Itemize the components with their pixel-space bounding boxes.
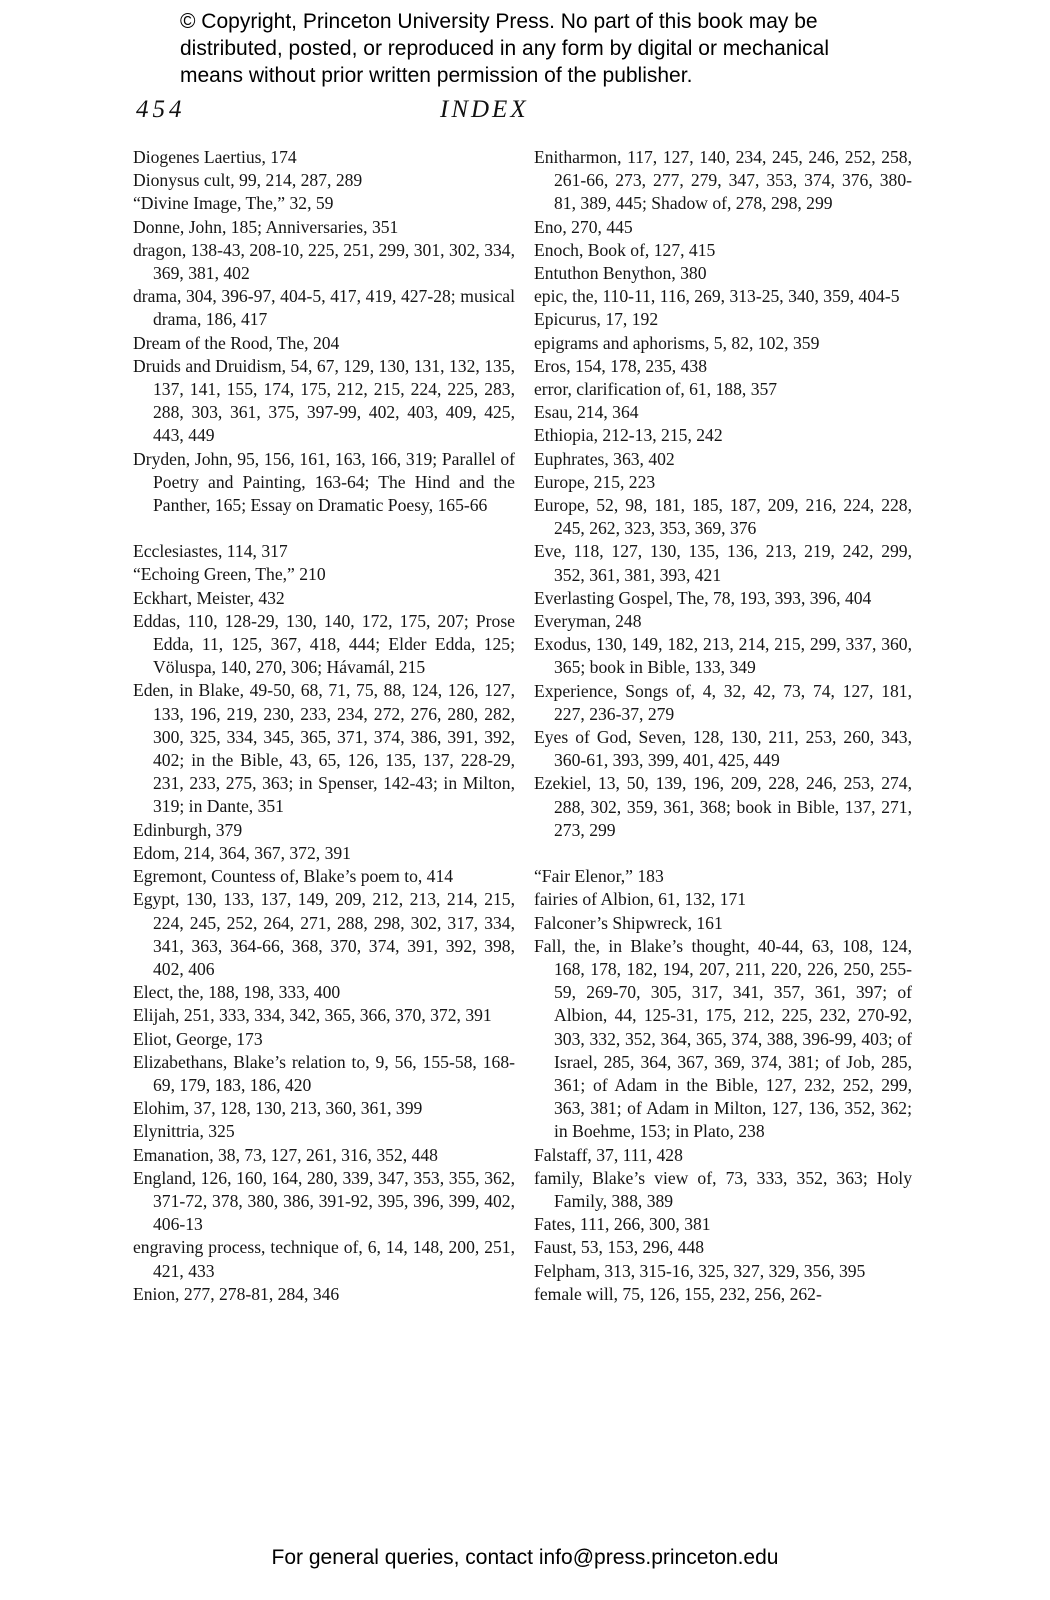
index-entry: Epicurus, 17, 192	[534, 309, 659, 330]
index-entry: Dionysus cult, 99, 214, 287, 289	[133, 170, 363, 191]
index-entry: epigrams and aphorisms, 5, 82, 102, 359	[534, 332, 820, 353]
index-entry: Europe, 52, 98, 181, 185, 187, 209, 216, 224, 228, 245, 262, 323, 353, 369, 376	[534, 495, 912, 539]
index-entry: Eckhart, Meister, 432	[133, 587, 285, 608]
index-entry: Eden, in Blake, 49-50, 68, 71, 75, 88, 124, 126, 127, 133, 196, 219, 230, 233, 234, 272, 276, 280, 282, 300, 325, 334, 345, 365, 371, 374, 386, 391, 392, 402; in the Bible, 43, 65, 126, 135, 137, 228-29, 231, 233, 275, 363; in Spenser, 142-43; in Milton, 319; in Dante, 351	[133, 680, 515, 817]
index-entry: Eliot, George, 173	[133, 1028, 263, 1049]
index-entry: Elijah, 251, 333, 334, 342, 365, 366, 370, 372, 391	[133, 1005, 492, 1026]
index-entry: epic, the, 110-11, 116, 269, 313-25, 340, 359, 404-5	[534, 286, 900, 307]
index-entry: Dryden, John, 95, 156, 161, 163, 166, 319; Parallel of Poetry and Painting, 163-64; The Hind and the Panther, 165; Essay on Dramatic Poesy, 165-66	[133, 448, 515, 516]
copyright-line: distributed, posted, or reproduced in any form by digital or mechanical	[180, 37, 830, 60]
index-entry: Felpham, 313, 315-16, 325, 327, 329, 356, 395	[534, 1260, 866, 1281]
copyright-line: means without prior written permission of the publisher.	[180, 64, 693, 87]
index-entry: Dream of the Rood, The, 204	[133, 332, 340, 353]
index-entry: Eyes of God, Seven, 128, 130, 211, 253, 260, 343, 360-61, 393, 399, 401, 425, 449	[534, 727, 912, 771]
index-entry: Eve, 118, 127, 130, 135, 136, 213, 219, 242, 299, 352, 361, 381, 393, 421	[534, 541, 912, 585]
index-entry: Elohim, 37, 128, 130, 213, 360, 361, 399	[133, 1098, 423, 1119]
index-entry: Elynittria, 325	[133, 1121, 235, 1142]
index-entry: Europe, 215, 223	[534, 471, 656, 492]
index-entry: “Divine Image, The,” 32, 59	[133, 193, 334, 214]
running-head: INDEX	[440, 96, 529, 123]
index-entry: “Echoing Green, The,” 210	[133, 564, 326, 585]
index-entry: Ethiopia, 212-13, 215, 242	[534, 425, 723, 446]
index-entry: Druids and Druidism, 54, 67, 129, 130, 131, 132, 135, 137, 141, 155, 174, 175, 212, 215, 224, 225, 283, 288, 303, 361, 375, 397-99, 402, 403, 409, 425, 443, 449	[133, 355, 515, 446]
index-entry: Everyman, 248	[534, 611, 642, 632]
index-entry: Euphrates, 363, 402	[534, 448, 675, 469]
index-entry: Exodus, 130, 149, 182, 213, 214, 215, 299, 337, 360, 365; book in Bible, 133, 349	[534, 634, 912, 678]
index-entry: Elect, the, 188, 198, 333, 400	[133, 982, 341, 1003]
index-entry: Fates, 111, 266, 300, 381	[534, 1214, 711, 1235]
index-entry: Edinburgh, 379	[133, 819, 243, 840]
index-entry: Ecclesiastes, 114, 317	[133, 541, 288, 562]
index-entry: Falstaff, 37, 111, 428	[534, 1144, 683, 1165]
copyright-line: © Copyright, Princeton University Press. No part of this book may be	[180, 10, 818, 33]
index-entry: Eros, 154, 178, 235, 438	[534, 355, 707, 376]
index-entry: Enitharmon, 117, 127, 140, 234, 245, 246, 252, 258, 261-66, 273, 277, 279, 347, 353, 374, 376, 380-81, 389, 445; Shadow of, 278, 298, 299	[534, 147, 912, 214]
page-number: 454	[136, 96, 186, 123]
index-entry: Egremont, Countess of, Blake’s poem to, 414	[133, 866, 454, 887]
index-entry: Donne, John, 185; Anniversaries, 351	[133, 216, 399, 237]
index-entry: Faust, 53, 153, 296, 448	[534, 1237, 705, 1258]
index-entry: family, Blake’s view of, 73, 333, 352, 363; Holy Family, 388, 389	[534, 1167, 912, 1211]
index-entry: Fall, the, in Blake’s thought, 40-44, 63, 108, 124, 168, 178, 182, 194, 207, 211, 220, 226, 250, 255-59, 269-70, 305, 317, 341, 357, 361, 397; of Albion, 44, 125-31, 175, 212, 225, 232, 270-92, 303, 332, 352, 364, 365, 374, 388, 396-99, 403; of Israel, 285, 364, 367, 369, 374, 381; of Job, 285, 361; of Adam in the Bible, 127, 232, 252, 299, 363, 381; of Adam in Milton, 127, 136, 352, 362; in Boehme, 153; in Plato, 238	[534, 935, 912, 1142]
index-entry: Experience, Songs of, 4, 32, 42, 73, 74, 127, 181, 227, 236-37, 279	[534, 680, 912, 724]
index-entry: error, clarification of, 61, 188, 357	[534, 379, 778, 400]
index-entry: Enoch, Book of, 127, 415	[534, 239, 716, 260]
index-entry: fairies of Albion, 61, 132, 171	[534, 889, 747, 910]
index-entry: Entuthon Benython, 380	[534, 263, 707, 284]
index-entry: dragon, 138-43, 208-10, 225, 251, 299, 301, 302, 334, 369, 381, 402	[133, 239, 515, 284]
index-entry: England, 126, 160, 164, 280, 339, 347, 353, 355, 362, 371-72, 378, 380, 386, 391-92, 395, 396, 399, 402, 406-13	[133, 1167, 515, 1235]
index-entry: engraving process, technique of, 6, 14, 148, 200, 251, 421, 433	[133, 1237, 515, 1281]
index-entry: female will, 75, 126, 155, 232, 256, 262-	[534, 1283, 822, 1304]
copyright-notice	[180, 8, 940, 89]
index-entry: Esau, 214, 364	[534, 402, 639, 423]
index-column-left	[133, 146, 515, 1306]
index-entry: Emanation, 38, 73, 127, 261, 316, 352, 448	[133, 1144, 438, 1165]
index-entry: Eddas, 110, 128-29, 130, 140, 172, 175, 207; Prose Edda, 11, 125, 367, 418, 444; Elder Edda, 125; Völuspa, 140, 270, 306; Hávamál, 215	[133, 610, 515, 678]
index-column-right	[534, 146, 912, 1306]
contact-footer: For general queries, contact info@press.princeton.edu	[271, 1546, 779, 1569]
index-entry: Falconer’s Shipwreck, 161	[534, 912, 723, 933]
index-entry: Everlasting Gospel, The, 78, 193, 393, 396, 404	[534, 587, 872, 608]
index-entry: Elizabethans, Blake’s relation to, 9, 56, 155-58, 168-69, 179, 183, 186, 420	[133, 1051, 515, 1095]
index-entry: Eno, 270, 445	[534, 216, 633, 237]
index-entry: “Fair Elenor,” 183	[534, 866, 664, 887]
index-entry: drama, 304, 396-97, 404-5, 417, 419, 427-28; musical drama, 186, 417	[133, 286, 515, 330]
index-entry: Ezekiel, 13, 50, 139, 196, 209, 228, 246, 253, 274, 288, 302, 359, 361, 368; book in Bible, 137, 271, 273, 299	[534, 773, 912, 840]
index-entry: Enion, 277, 278-81, 284, 346	[133, 1283, 340, 1304]
index-entry: Egypt, 130, 133, 137, 149, 209, 212, 213, 214, 215, 224, 245, 252, 264, 271, 288, 298, 302, 317, 334, 341, 363, 364-66, 368, 370, 374, 391, 392, 398, 402, 406	[133, 889, 515, 979]
index-entry: Diogenes Laertius, 174	[133, 147, 297, 167]
index-entry: Edom, 214, 364, 367, 372, 391	[133, 842, 351, 863]
